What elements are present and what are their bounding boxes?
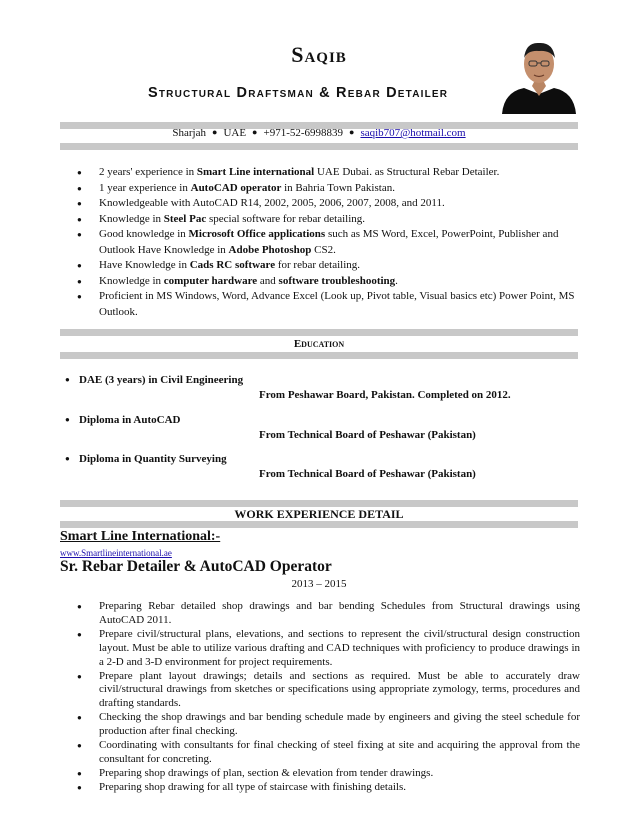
person-photo-icon <box>498 34 580 114</box>
job-title: Structural Draftsman & Rebar Detailer <box>148 85 449 101</box>
candidate-name: Saqib <box>291 42 347 67</box>
company-name: Smart Line International:- <box>60 529 221 544</box>
education-source: From Technical Board of Peshawar (Pakistan) <box>259 429 476 441</box>
skill-item: ● 1 year experience in AutoCAD operator in Bahria Town Pakistan. <box>65 181 583 197</box>
duty-item: ● Preparing shop drawing for all type of staircase with finishing details. <box>65 781 580 795</box>
education-top-divider <box>60 329 578 336</box>
company-website-link[interactable]: www.Smartlineinternational.ae <box>60 548 172 558</box>
work-top-divider <box>60 500 578 507</box>
skill-item: ● 2 years' experience in Smart Line international UAE Dubai. as Structural Rebar Detailer. <box>65 165 583 181</box>
work-heading: WORK EXPERIENCE DETAIL <box>234 507 404 521</box>
bullet-icon: ● <box>252 127 258 137</box>
education-source: From Technical Board of Peshawar (Pakistan) <box>259 468 476 480</box>
bullet-icon: ● <box>65 454 70 463</box>
bullet-icon: ● <box>65 375 70 384</box>
bullet-icon: ● <box>212 127 218 137</box>
education-title: Diploma in AutoCAD <box>79 414 181 426</box>
work-bottom-divider <box>60 521 578 528</box>
employment-dates: 2013 – 2015 <box>291 578 347 590</box>
education-heading: Education <box>293 338 345 350</box>
contact-divider <box>60 143 578 150</box>
skill-item: ● Have Knowledge in Cads RC software for rebar detailing. <box>65 258 583 274</box>
skill-item: ● Proficient in MS Windows, Word, Advance Excel (Look up, Pivot table, Visual basics etc) Power Point, MS Outlook. <box>65 289 583 320</box>
contact-country: UAE <box>223 127 247 139</box>
contact-line <box>0 127 638 139</box>
contact-city: Sharjah <box>172 127 206 139</box>
duties-list <box>65 600 580 795</box>
contact-phone: +971-52-6998839 <box>263 127 344 139</box>
duty-item: ● Preparing Rebar detailed shop drawings and bar bending Schedules from Structural drawings using AutoCAD 2011. <box>65 600 580 628</box>
duty-item: ● Coordinating with consultants for final checking of steel fixing at site and acquiring the approval from the consultant for concreting. <box>65 739 580 767</box>
duty-item: ● Preparing shop drawings of plan, section & elevation from tender drawings. <box>65 767 580 781</box>
education-title: Diploma in Quantity Surveying <box>79 453 227 465</box>
education-source: From Peshawar Board, Pakistan. Completed on 2012. <box>259 389 511 401</box>
skill-item: ● Good knowledge in Microsoft Office applications such as MS Word, Excel, PowerPoint, Publisher and Outlook Have Knowledge in Adobe Photoshop CS2. <box>65 227 583 258</box>
profile-photo <box>498 34 580 114</box>
education-bottom-divider <box>60 352 578 359</box>
bullet-icon: ● <box>65 415 70 424</box>
skill-item: ● Knowledge in computer hardware and software troubleshooting. <box>65 274 583 290</box>
duty-item: ● Prepare plant layout drawings; details and sections as required. Must be able to accurately draw civil/structural drawings from sketches or specifications using appropriate zymology, terms, procedures and drafting standards. <box>65 670 580 712</box>
skill-item: ● Knowledgeable with AutoCAD R14, 2002, 2005, 2006, 2007, 2008, and 2011. <box>65 196 583 212</box>
contact-email-link[interactable]: saqib707@hotmail.com <box>360 127 466 139</box>
bullet-icon: ● <box>349 127 355 137</box>
skills-list <box>65 165 583 320</box>
duty-item: ● Prepare civil/structural plans, elevations, and sections to represent the civil/structural design construction layout. Must be able to utilize various drafting and CAD techniques with proficiency to produce drawings in a 2-D and 3-D environment for project requirements. <box>65 628 580 670</box>
skill-item: ● Knowledge in Steel Pac special software for rebar detailing. <box>65 212 583 228</box>
education-title: DAE (3 years) in Civil Engineering <box>79 374 244 386</box>
job-role: Sr. Rebar Detailer & AutoCAD Operator <box>60 558 332 575</box>
duty-item: ● Checking the shop drawings and bar bending schedule made by engineers and giving the steel schedule for production after final checking. <box>65 711 580 739</box>
